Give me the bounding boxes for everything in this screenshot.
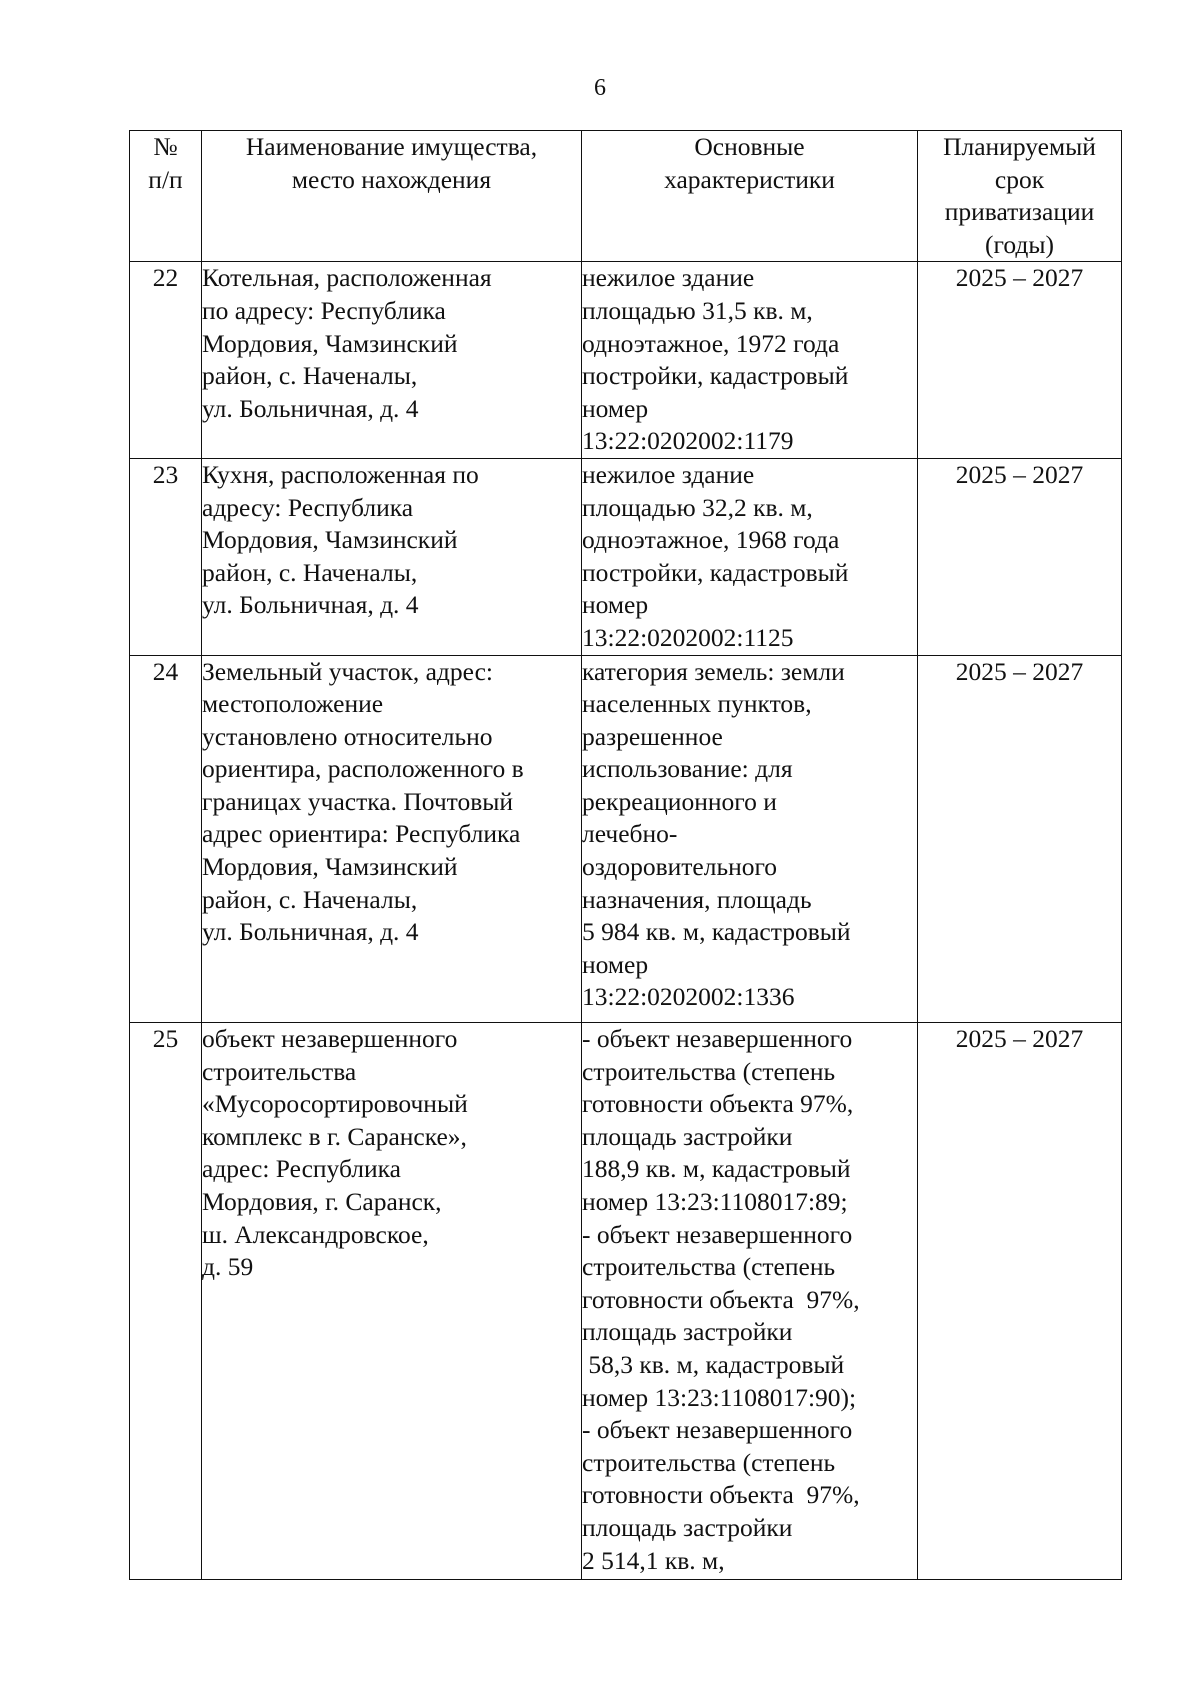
cell-line: ул. Больничная, д. 4 — [202, 393, 419, 423]
header-row — [130, 131, 1122, 262]
cell-line: границах участка. Почтовый — [202, 786, 514, 816]
cell-line: площадь застройки — [582, 1121, 793, 1151]
cell-line: строительства (степень — [582, 1056, 836, 1086]
cell-line: - объект незавершенного — [582, 1219, 853, 1249]
property-characteristics — [582, 458, 918, 655]
header-line: характеристики — [664, 164, 835, 194]
cell-line: Кухня, расположенная по — [202, 459, 479, 489]
privatization-table — [129, 130, 1122, 1580]
cell-line: 13:22:0202002:1125 — [582, 622, 794, 652]
cell-line: - объект незавершенного — [582, 1415, 853, 1445]
property-name-location — [202, 262, 582, 459]
cell-line: строительства (степень — [582, 1252, 836, 1282]
cell-line: Мордовия, Чамзинский — [202, 525, 458, 555]
cell-line: категория земель: земли — [582, 656, 845, 686]
cell-line: номер 13:23:1108017:89; — [582, 1187, 848, 1216]
header-line: Планируемый — [943, 132, 1096, 161]
cell-line: по адресу: Республика — [202, 295, 446, 325]
cell-line: готовности объекта 97%, — [582, 1284, 860, 1314]
privatization-term: 2025 – 2027 — [918, 655, 1122, 1023]
cell-line: населенных пунктов, — [582, 689, 812, 719]
cell-line: номер 13:23:1108017:90); — [582, 1382, 857, 1412]
cell-line: площадью 32,2 кв. м, — [582, 492, 813, 522]
privatization-term: 2025 – 2027 — [918, 458, 1122, 655]
cell-line: нежилое здание — [582, 263, 755, 293]
cell-line: Мордовия, Чамзинский — [202, 328, 458, 358]
cell-line: адресу: Республика — [202, 492, 414, 522]
table-header — [130, 131, 1122, 262]
cell-line: оздоровительного — [582, 852, 778, 882]
cell-line: площадь застройки — [582, 1512, 793, 1542]
header-line: приватизации — [944, 197, 1095, 227]
header-planned-term — [918, 131, 1122, 262]
cell-line: Мордовия, г. Саранск, — [202, 1187, 442, 1216]
table-row — [130, 262, 1122, 459]
property-name-location — [202, 458, 582, 655]
cell-line: постройки, кадастровый — [582, 361, 849, 391]
cell-line: номер — [582, 949, 649, 979]
row-number: 22 — [130, 262, 202, 459]
cell-line: 5 984 кв. м, кадастровый — [582, 917, 851, 947]
cell-line: площадью 31,5 кв. м, — [582, 295, 813, 325]
cell-line: адрес ориентира: Республика — [202, 819, 521, 849]
row-number: 24 — [130, 655, 202, 1023]
cell-line: Земельный участок, адрес: — [202, 656, 494, 686]
cell-line: площадь застройки — [582, 1317, 793, 1347]
cell-line: 13:22:0202002:1336 — [582, 982, 795, 1012]
cell-line: ориентира, расположенного в — [202, 754, 524, 784]
cell-line: д. 59 — [202, 1252, 254, 1282]
cell-line: использование: для — [582, 754, 793, 784]
cell-line: район, с. Наченалы, — [202, 884, 418, 914]
cell-line: рекреационного и — [582, 786, 777, 816]
cell-line: нежилое здание — [582, 459, 755, 489]
cell-line: 13:22:0202002:1179 — [582, 426, 794, 456]
table-row — [130, 458, 1122, 655]
property-name-location — [202, 655, 582, 1023]
property-name-location — [202, 1023, 582, 1580]
property-characteristics — [582, 262, 918, 459]
cell-line: Котельная, расположенная — [202, 263, 492, 293]
cell-line: разрешенное — [582, 721, 723, 751]
property-characteristics — [582, 655, 918, 1023]
cell-line: лечебно- — [582, 819, 678, 849]
cell-line: - объект незавершенного — [582, 1024, 853, 1054]
cell-line: Мордовия, Чамзинский — [202, 852, 458, 882]
header-characteristics — [582, 131, 918, 262]
cell-line: адрес: Республика — [202, 1154, 401, 1184]
cell-line: постройки, кадастровый — [582, 557, 849, 587]
privatization-term: 2025 – 2027 — [918, 262, 1122, 459]
cell-line: 188,9 кв. м, кадастровый — [582, 1154, 851, 1184]
table-row — [130, 655, 1122, 1023]
privatization-term: 2025 – 2027 — [918, 1023, 1122, 1580]
cell-line: ш. Александровское, — [202, 1219, 429, 1249]
page-number: 6 — [594, 75, 606, 101]
cell-line: назначения, площадь — [582, 884, 812, 914]
row-number: 23 — [130, 458, 202, 655]
table-body — [130, 262, 1122, 1580]
header-line: п/п — [148, 164, 183, 194]
cell-line: готовности объекта 97%, — [582, 1480, 860, 1510]
row-number: 25 — [130, 1023, 202, 1580]
cell-line: «Мусоросортировочный — [202, 1089, 468, 1119]
header-line: Наименование имущества, — [245, 132, 538, 161]
header-line: Основные — [694, 132, 805, 161]
cell-line: строительства — [202, 1056, 357, 1086]
header-line: место нахождения — [291, 164, 492, 194]
header-line: № — [153, 132, 178, 161]
cell-line: готовности объекта 97%, — [582, 1089, 854, 1119]
cell-line: номер — [582, 590, 649, 620]
header-line: срок — [994, 164, 1045, 194]
cell-line: ул. Больничная, д. 4 — [202, 917, 419, 947]
cell-line: объект незавершенного — [202, 1024, 458, 1054]
header-number — [130, 131, 202, 262]
cell-line: номер — [582, 393, 649, 423]
cell-line: комплекс в г. Саранске», — [202, 1121, 467, 1151]
table-row — [130, 1023, 1122, 1580]
cell-line: местоположение — [202, 689, 384, 719]
cell-line: ул. Больничная, д. 4 — [202, 590, 419, 620]
cell-line: одноэтажное, 1968 года — [582, 525, 840, 555]
cell-line: район, с. Наченалы, — [202, 557, 418, 587]
cell-line: 58,3 кв. м, кадастровый — [582, 1349, 845, 1379]
cell-line: 2 514,1 кв. м, — [582, 1545, 725, 1575]
cell-line: одноэтажное, 1972 года — [582, 328, 840, 358]
property-characteristics — [582, 1023, 918, 1580]
header-name-location — [202, 131, 582, 262]
cell-line: район, с. Наченалы, — [202, 361, 418, 391]
header-line: (годы) — [985, 229, 1054, 259]
cell-line: установлено относительно — [202, 721, 493, 751]
cell-line: строительства (степень — [582, 1447, 836, 1477]
